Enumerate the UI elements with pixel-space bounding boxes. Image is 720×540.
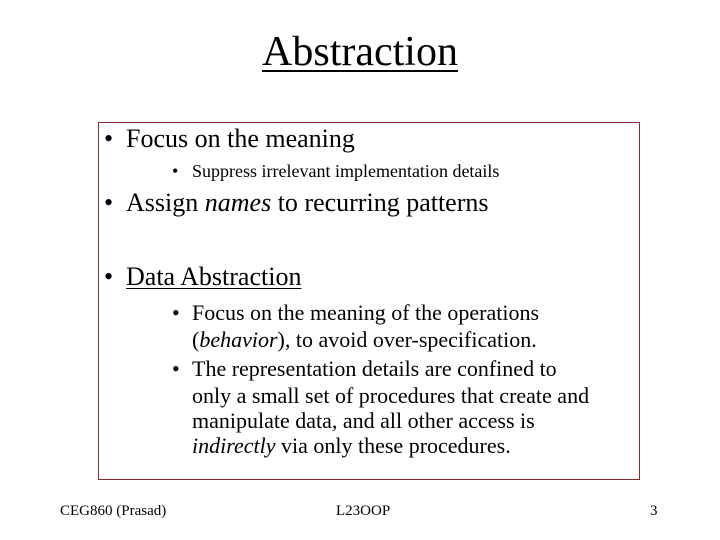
subbullet-representation: • The representation details are confined to [172,356,557,381]
bullet-focus-meaning: • Focus on the meaning [104,124,355,153]
bullet-assign-names: • Assign names to recurring patterns [104,188,489,217]
bullet-icon: • [172,356,180,381]
bullet-icon: • [104,262,114,291]
subbullet-suppress: • Suppress irrelevant implementation details [172,161,500,181]
subbullet-representation-line4: indirectly via only these procedures. [192,433,511,458]
bullet-data-abstraction: • Data Abstraction [104,262,302,291]
footer-course: CEG860 (Prasad) [60,503,167,519]
bullet-icon: • [172,161,179,181]
bullet-icon: • [104,124,114,153]
footer-lecture: L23OOP [336,503,391,519]
footer-page-number: 3 [650,503,658,519]
subbullet-representation-line2: only a small set of procedures that create and [192,383,590,408]
subbullet-focus-operations-line2: (behavior), to avoid over-specification. [192,327,537,352]
bullet-icon: • [172,300,180,325]
slide-title: Abstraction [262,29,458,75]
emphasis-names: names [204,188,272,217]
subbullet-representation-line3: manipulate data, and all other access is [192,408,535,433]
subbullet-focus-operations: • Focus on the meaning of the operations [172,300,540,325]
bullet-icon: • [104,188,114,217]
